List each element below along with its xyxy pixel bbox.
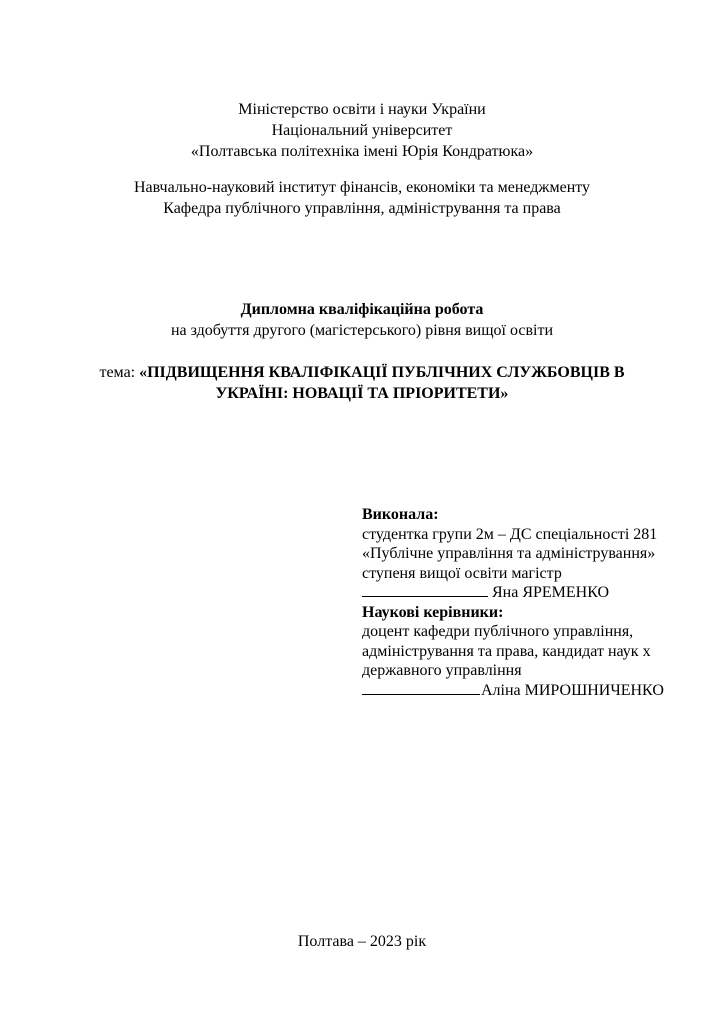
author-name: Яна ЯРЕМЕНКО (492, 584, 610, 601)
header-block (0, 99, 724, 162)
topic-block (0, 362, 724, 404)
author-signature-line (362, 584, 488, 597)
place-year: Полтава – 2023 рік (297, 933, 427, 950)
university-name-line1: Національний університет (271, 122, 453, 139)
topic-label: тема: (99, 364, 140, 381)
university-name-line2: «Полтавська політехніка імені Юрія Кондратюка» (190, 143, 534, 160)
topic-title-line2: УКРАЇНІ: НОВАЦІЇ ТА ПРІОРИТЕТИ» (215, 385, 509, 402)
author-heading: Виконала: (362, 506, 439, 523)
ministry-name: Міністерство освіти і науки України (238, 101, 486, 118)
author-line1: студентка групи 2м – ДС спеціальності 281 (362, 525, 658, 543)
supervisor-line3: державного управління (362, 662, 522, 679)
department-name: Кафедра публічного управління, адміністрування та права (163, 200, 561, 217)
supervisor-name: Аліна МИРОШНИЧЕНКО (481, 681, 664, 699)
signature-block (362, 505, 702, 700)
work-type-block (0, 299, 724, 341)
supervisors-heading: Наукові керівники: (362, 603, 504, 621)
author-line3: ступеня вищої освіти магістр (362, 564, 562, 582)
supervisor-line2: адміністрування та права, кандидат наук х (362, 642, 651, 660)
author-line2: «Публічне управління та адміністрування» (362, 545, 656, 562)
topic-line1 (0, 362, 724, 383)
institute-name: Навчально-науковий інститут фінансів, економіки та менеджменту (133, 179, 591, 196)
supervisor-signature-line (362, 682, 480, 695)
supervisor-signature-row (362, 681, 702, 701)
work-title: Дипломна кваліфікаційна робота (240, 301, 484, 318)
institute-block (0, 177, 724, 219)
supervisor-line1: доцент кафедри публічного управління, (362, 623, 634, 640)
footer-block (0, 931, 724, 952)
work-subtitle: на здобуття другого (магістерського) рівня вищої освіти (170, 322, 554, 339)
author-signature-row (362, 583, 702, 603)
topic-title-line1: «ПІДВИЩЕННЯ КВАЛІФІКАЦІЇ ПУБЛІЧНИХ СЛУЖБОВЦІВ В (139, 364, 625, 381)
